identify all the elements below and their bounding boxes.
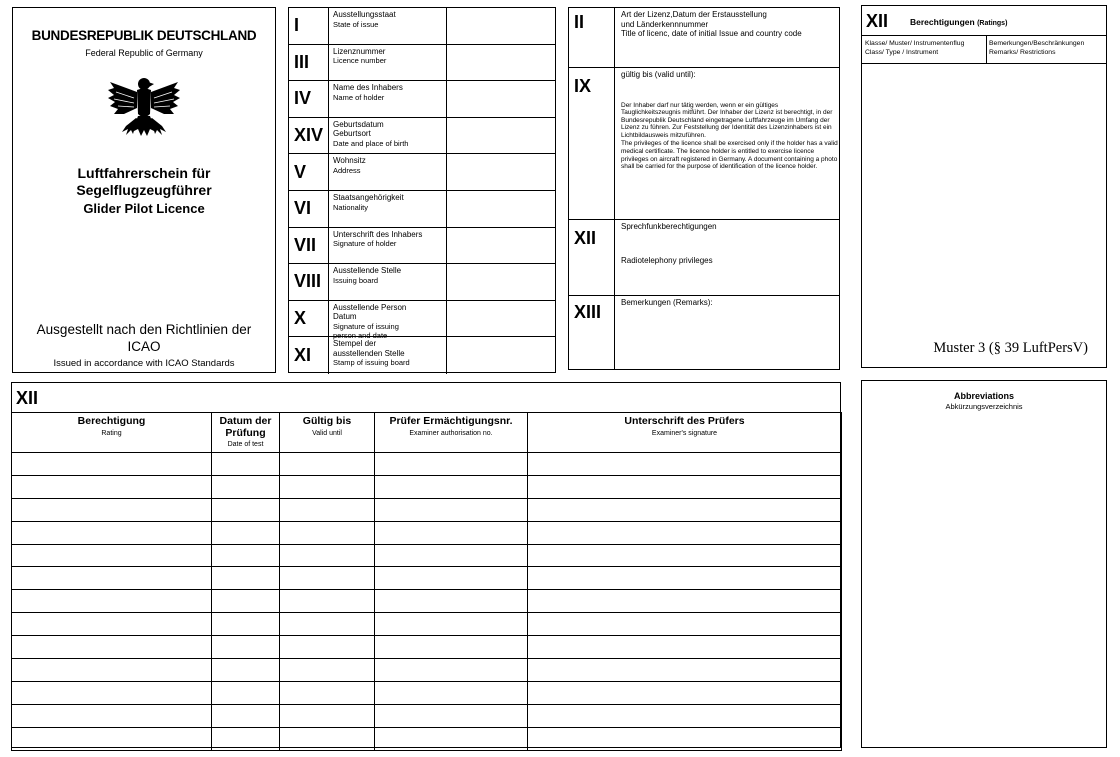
table-cell[interactable] (280, 659, 375, 682)
table-cell[interactable] (280, 590, 375, 613)
table-cell[interactable] (212, 475, 280, 498)
table-row (12, 704, 842, 727)
federal-eagle-icon (106, 74, 182, 148)
field-number: I (289, 8, 329, 44)
table-cell[interactable] (528, 453, 842, 476)
field-label: Ausstellende Stelle Issuing board (333, 266, 402, 285)
table-row (12, 636, 842, 659)
field-row (289, 337, 555, 374)
field-number: IX (569, 68, 615, 219)
field-label: Lizenznummer Licence number (333, 46, 387, 66)
field-label: Staatsangehörigkeit Nationality (333, 193, 404, 212)
field-radiotelephony (569, 220, 839, 296)
table-cell[interactable] (12, 567, 212, 590)
table-row (12, 681, 842, 704)
rating-tests-table (11, 412, 842, 751)
section-title: Berechtigungen (Ratings) (910, 17, 1008, 27)
field-value-box[interactable] (446, 337, 555, 374)
table-cell[interactable] (528, 636, 842, 659)
field-row (289, 228, 555, 265)
table-row (12, 659, 842, 682)
table-row (12, 475, 842, 498)
table-body (12, 453, 842, 751)
table-cell[interactable] (12, 544, 212, 567)
table-cell[interactable] (528, 613, 842, 636)
table-cell[interactable] (212, 704, 280, 727)
licence-title-en: Glider Pilot Licence (83, 201, 205, 216)
field-row (289, 8, 555, 45)
table-cell[interactable] (12, 613, 212, 636)
table-cell[interactable] (280, 475, 375, 498)
field-row (289, 45, 555, 82)
section-number: XII (866, 11, 889, 31)
table-cell[interactable] (212, 544, 280, 567)
table-cell[interactable] (528, 659, 842, 682)
table-cell[interactable] (528, 567, 842, 590)
column-header: Gültig bis Valid until (280, 413, 375, 453)
table-cell[interactable] (375, 613, 528, 636)
column-remarks: Bemerkungen/Beschränkungen Remarks/ Restrictions (989, 40, 1085, 56)
table-row (12, 567, 842, 590)
table-cell[interactable] (528, 590, 842, 613)
column-header: Berechtigung Rating (12, 413, 212, 453)
field-number: XII (569, 220, 615, 295)
table-row (12, 521, 842, 544)
table-cell[interactable] (280, 453, 375, 476)
table-cell[interactable] (280, 567, 375, 590)
issued-statement: Ausgestellt nach den Richtlinien der ICAO (36, 322, 252, 354)
table-cell[interactable] (375, 521, 528, 544)
ratings-page (861, 5, 1107, 368)
field-label: Art der Lizenz,Datum der Erstausstellung und Länderkennnummer Title of licenc, date of initial Issue and country code (621, 10, 802, 38)
table-cell[interactable] (280, 544, 375, 567)
table-cell[interactable] (12, 453, 212, 476)
form-reference: Muster 3 (§ 39 LuftPersV) (933, 340, 1088, 356)
issued-statement-en: Issued in accordance with ICAO Standards (53, 358, 235, 369)
table-cell[interactable] (375, 681, 528, 704)
field-value-box[interactable] (446, 264, 555, 300)
table-cell[interactable] (212, 498, 280, 521)
field-number: III (289, 45, 329, 81)
field-number: VI (289, 191, 329, 227)
table-cell[interactable] (12, 498, 212, 521)
table-cell[interactable] (212, 453, 280, 476)
field-value-box[interactable] (446, 301, 555, 337)
field-validity (569, 68, 839, 220)
table-cell[interactable] (280, 613, 375, 636)
field-label: gültig bis (valid until): Der Inhaber darf nur tätig werden, wenn er ein gültiges Tauglichkeitszeugnis mitführt. Der Inhaber der Lizenz ist berechtigt, in der Bundesrepublik Deutschland eingetragene Luftfahrzeuge im Umfang der Lizenz zu führen. Zur Feststellung der Identität des Lizenzinhabers ist ein Lichtbildausweis mitzuführen. The privileges of the licence shall be exercised only if the holder has a valid medical certificate. The licence holder is entitled to exercise licence privileges on aircraft registered in Germany. A document containing a photo shall be carried for the purpose of identification of the licence holder. (621, 70, 838, 171)
table-cell[interactable] (280, 704, 375, 727)
abbreviations-subtitle: Abkürzungsverzeichnis (945, 402, 1023, 411)
table-cell[interactable] (375, 636, 528, 659)
privileges-text-de: Der Inhaber darf nur tätig werden, wenn er ein gültiges Tauglichkeitszeugnis mitführt. Der Inhaber der Lizenz ist berechtigt, in der Bundesrepublik Deutschland eingetragene Luftfahrzeuge im Umfang der Lizenz zu führen. Zur Feststellung der Identität des Lizenzinhabers ist ein Lichtbildausweis mitzuführen. (621, 101, 833, 139)
table-cell[interactable] (12, 727, 212, 750)
holder-fields-page (288, 7, 556, 373)
table-cell[interactable] (280, 521, 375, 544)
field-row (289, 264, 555, 301)
table-cell[interactable] (212, 521, 280, 544)
field-label: Unterschrift des Inhabers Signature of holder (333, 229, 423, 249)
table-row (12, 544, 842, 567)
table-cell[interactable] (528, 498, 842, 521)
table-cell[interactable] (12, 659, 212, 682)
column-header: Unterschrift des Prüfers Examiner's signature (528, 413, 842, 453)
ratings-column-headers (862, 36, 1106, 64)
field-label: Ausstellende Person Datum Signature of issuing person and date (333, 302, 407, 341)
table-row (12, 498, 842, 521)
field-value-box[interactable] (446, 45, 555, 81)
field-number: IV (289, 81, 329, 117)
column-class-type: Klasse/ Muster/ Instrumentenflug Class/ Type / Instrument (865, 40, 965, 56)
table-cell[interactable] (212, 727, 280, 750)
table-cell[interactable] (212, 636, 280, 659)
field-value-box[interactable] (446, 228, 555, 264)
field-row (289, 301, 555, 341)
field-row (289, 118, 555, 155)
field-label: Name des Inhabers Name of holder (333, 83, 403, 102)
table-cell[interactable] (375, 704, 528, 727)
field-number: VIII (289, 264, 329, 300)
field-value-box[interactable] (446, 191, 555, 227)
field-number: XIII (569, 296, 615, 369)
table-row (12, 727, 842, 750)
field-licence-title (569, 8, 839, 68)
table-cell[interactable] (212, 681, 280, 704)
table-cell[interactable] (280, 727, 375, 750)
table-cell[interactable] (375, 544, 528, 567)
rating-tests-table-page (11, 382, 841, 748)
table-cell[interactable] (12, 521, 212, 544)
table-cell[interactable] (375, 567, 528, 590)
table-cell[interactable] (212, 613, 280, 636)
field-label: Geburtsdatum Geburtsort Date and place of birth (333, 119, 409, 148)
field-row (289, 81, 555, 118)
field-number: II (569, 8, 615, 67)
table-cell[interactable] (212, 567, 280, 590)
field-number: VII (289, 228, 329, 264)
table-row (12, 613, 842, 636)
table-cell[interactable] (528, 681, 842, 704)
field-number: XIV (289, 118, 329, 154)
field-value-box[interactable] (446, 118, 555, 154)
table-row (12, 453, 842, 476)
table-cell[interactable] (528, 704, 842, 727)
field-number: XI (289, 337, 329, 374)
table-cell[interactable] (528, 727, 842, 750)
table-cell[interactable] (12, 590, 212, 613)
field-number: V (289, 154, 329, 190)
field-number: X (289, 301, 329, 337)
section-number: XII (16, 388, 39, 408)
field-remarks (569, 296, 839, 369)
table-cell[interactable] (375, 498, 528, 521)
field-label: Sprechfunkberechtigungen Radiotelephony privileges (621, 222, 717, 265)
table-cell[interactable] (280, 681, 375, 704)
column-header: Datum der Prüfung Date of test (212, 413, 280, 453)
table-cell[interactable] (12, 704, 212, 727)
field-value-box[interactable] (446, 154, 555, 190)
table-cell[interactable] (212, 659, 280, 682)
field-label: Ausstellungsstaat State of issue (333, 10, 396, 29)
field-value-box[interactable] (446, 8, 555, 44)
field-label: Stempel der ausstellenden Stelle Stamp of issuing board (333, 339, 410, 368)
table-cell[interactable] (12, 475, 212, 498)
table-cell[interactable] (375, 590, 528, 613)
table-cell[interactable] (280, 636, 375, 659)
table-cell[interactable] (212, 590, 280, 613)
field-label: Wohnsitz Address (333, 156, 366, 175)
table-cell[interactable] (375, 475, 528, 498)
table-cell[interactable] (375, 453, 528, 476)
table-row (12, 590, 842, 613)
issuing-country: BUNDESREPUBLIK DEUTSCHLAND (31, 28, 257, 43)
table-cell[interactable] (528, 544, 842, 567)
table-cell[interactable] (528, 475, 842, 498)
field-row (289, 191, 555, 228)
ratings-header (862, 6, 1106, 36)
column-header: Prüfer Ermächtigungsnr. Examiner authorisation no. (375, 413, 528, 453)
privileges-text-en: The privileges of the licence shall be exercised only if the holder has a valid medical certificate. The licence holder is entitled to exercise licence privileges on aircraft registered in Germany. A document containing a photo shall be carried for the purpose of identification of the licence holder. (621, 140, 838, 171)
table-cell[interactable] (375, 727, 528, 750)
licence-details-page (568, 7, 840, 370)
licence-cover (12, 7, 276, 373)
field-label: Bemerkungen (Remarks): (621, 298, 713, 307)
table-cell[interactable] (12, 681, 212, 704)
table-cell[interactable] (12, 636, 212, 659)
table-cell[interactable] (528, 521, 842, 544)
table-cell[interactable] (280, 498, 375, 521)
field-value-box[interactable] (446, 81, 555, 117)
table-cell[interactable] (375, 659, 528, 682)
abbreviations-page (861, 380, 1107, 748)
abbreviations-title: Abbreviations (953, 391, 1014, 401)
table-header-row (12, 413, 842, 453)
issuing-country-en: Federal Republic of Germany (85, 48, 203, 58)
licence-title: Luftfahrerschein für Segelflugzeugführer (76, 165, 212, 198)
field-row (289, 154, 555, 191)
